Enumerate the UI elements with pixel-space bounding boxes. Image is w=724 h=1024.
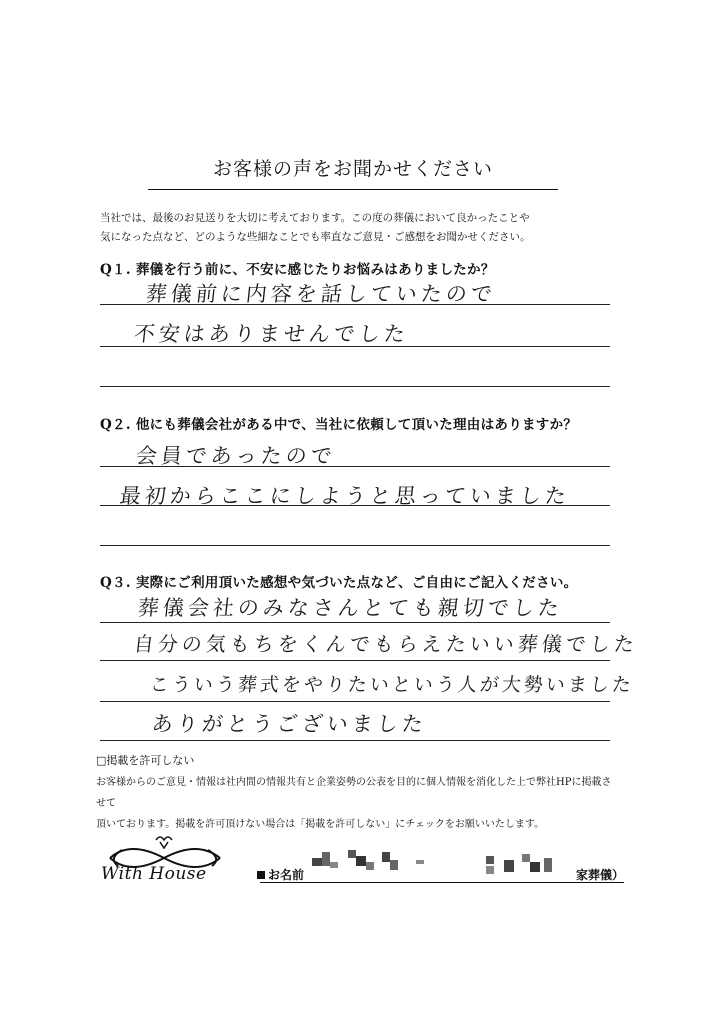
answer-3-line-1[interactable]: 葬儀会社のみなさんとても親切でした [136,596,565,620]
answer-rule [100,740,610,741]
answer-2-line-1[interactable]: 会員であったので [134,444,337,468]
name-label-text: お名前 [268,868,305,882]
question-1-text: 葬儀を行う前に、不安に感じたりお悩みはありましたか？ [135,262,495,278]
answer-rule [100,505,610,506]
signature-rule [260,882,624,883]
intro-line-1: 当社では、最後のお見送りを大切に考えております。この度の葬儀において良かったことや [100,212,530,224]
notice-line-1: お客様からのご意見・情報は社内間の情報共有と企業姿勢の公表を目的に個人情報を消化した上で弊社HPに掲載させて [96,777,612,809]
question-1-label: Q１. [100,262,131,278]
notice-line-2: 頂いております。掲載を許可頂けない場合は「掲載を許可しない」にチェックをお願いいたします。 [96,819,545,830]
permit-checkbox-label[interactable]: □掲載を許可しない [96,754,195,767]
redacted-name-mosaic [312,848,430,874]
logo-wordmark: With House [101,864,207,884]
question-2-text: 他にも葬儀会社がある中で、当社に依頼して頂いた理由はありますか？ [135,417,578,433]
answer-rule [100,622,610,623]
question-2 [100,413,577,433]
intro-line-2: 気になった点など、どのような些細なことでも率直なご意見・ご感想をお聞かせください。 [100,231,531,243]
answer-rule [100,701,610,702]
answer-rule [100,386,610,387]
answer-2-line-2[interactable]: 最初からここにしようと思っていました [118,484,572,508]
answer-1-line-2[interactable]: 不安はありませんでした [132,322,411,346]
answer-1-line-1[interactable]: 葬儀前に内容を話していたので [144,282,498,306]
question-3-text: 実際にご利用頂いた感想や気づいた点など、ご自由にご記入ください。 [135,575,578,591]
answer-rule [100,660,610,661]
page-title: お客様の声をお聞かせください [148,154,558,190]
redacted-family-mosaic [486,852,566,878]
question-3 [100,571,577,591]
notice-text [96,772,616,835]
question-3-label: Q３. [100,575,131,591]
bullet-square-icon [257,871,265,879]
intro-text [100,209,610,247]
family-funeral-suffix: 家葬儀） [576,868,625,882]
name-field-label [257,866,304,883]
answer-rule [100,346,610,347]
answer-3-line-2[interactable]: 自分の気もちをくんでもらえたいい葬儀でした [132,632,640,656]
answer-rule [100,545,610,546]
answer-3-line-4[interactable]: ありがとうございました [150,712,429,736]
answer-3-line-3[interactable]: こういう葬式をやりたいという人が大勢いました [148,674,636,696]
question-1 [100,258,495,278]
answer-rule [100,304,610,305]
question-2-label: Q２. [100,417,131,433]
answer-rule [100,466,610,467]
